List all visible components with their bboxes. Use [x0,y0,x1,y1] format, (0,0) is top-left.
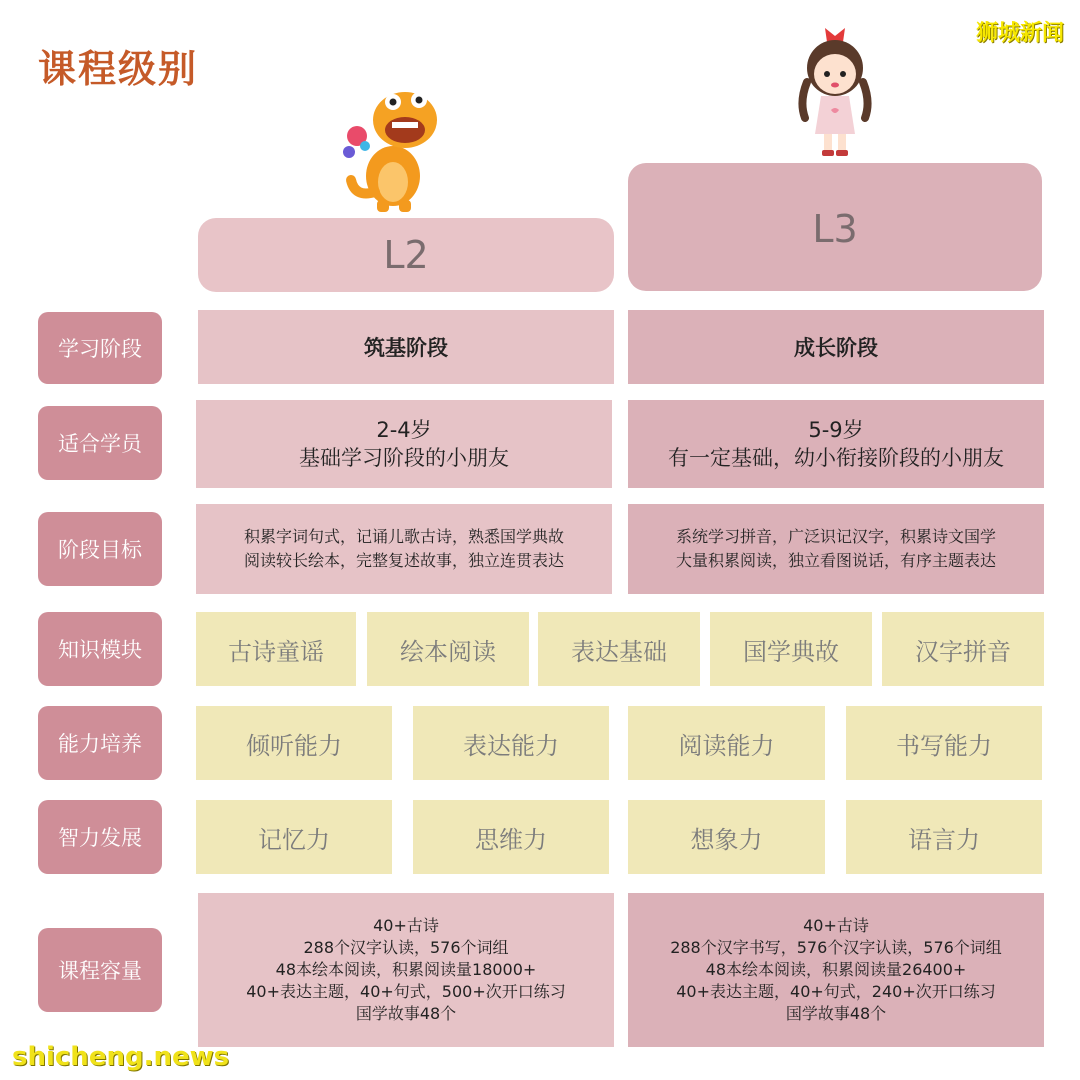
capacity-l2-line: 40+表达主题，40+句式，500+次开口练习 [246,982,566,1001]
students-l3-age: 5-9岁 [808,418,864,442]
module-chip: 汉字拼音 [882,612,1044,686]
page-title: 课程级别 [38,47,199,91]
capacity-l2-line: 40+古诗 [373,916,439,935]
stage-l2: 筑基阶段 [198,310,614,384]
intelligence-chip: 想象力 [628,800,825,874]
capacity-l3-line: 48本绘本阅读，积累阅读量26400+ [705,960,967,979]
ability-chip: 倾听能力 [196,706,392,780]
watermark-top: 狮城新闻 [975,21,1064,46]
module-chip: 绘本阅读 [367,612,529,686]
capacity-l2-line: 国学故事48个 [355,1004,457,1023]
goals-l3-line: 系统学习拼音，广泛识记汉字，积累诗文国学 [675,527,996,546]
students-l3 [628,400,1044,488]
level-header-l3: L3 [628,163,1042,291]
intelligence-chip: 记忆力 [196,800,392,874]
students-l2-desc: 基础学习阶段的小朋友 [299,446,509,470]
girl-mascot-icon [795,22,875,160]
goals-l3-line: 大量积累阅读，独立看图说话，有序主题表达 [675,551,996,570]
row-label-capacity: 课程容量 [38,928,162,1012]
capacity-l3-line: 国学故事48个 [785,1004,887,1023]
capacity-l2 [198,893,614,1047]
watermark-bottom: shicheng.news [12,1042,230,1072]
level-header-l2: L2 [198,218,614,292]
intelligence-chip: 思维力 [413,800,609,874]
students-l3-desc: 有一定基础，幼小衔接阶段的小朋友 [668,446,1004,470]
students-l2-age: 2-4岁 [376,418,432,442]
capacity-l3-line: 40+表达主题，40+句式，240+次开口练习 [676,982,996,1001]
goals-l2 [196,504,612,594]
stage-l3: 成长阶段 [628,310,1044,384]
module-chip: 国学典故 [710,612,872,686]
capacity-l2-line: 288个汉字认读，576个词组 [303,938,509,957]
row-label-students: 适合学员 [38,406,162,480]
students-l2 [196,400,612,488]
module-chip: 表达基础 [538,612,700,686]
goals-l3 [628,504,1044,594]
ability-chip: 表达能力 [413,706,609,780]
row-label-stage: 学习阶段 [38,312,162,384]
capacity-l3-line: 40+古诗 [803,916,869,935]
row-label-abilities: 能力培养 [38,706,162,780]
ability-chip: 阅读能力 [628,706,825,780]
module-chip: 古诗童谣 [196,612,356,686]
goals-l2-line: 积累字词句式，记诵儿歌古诗，熟悉国学典故 [243,527,564,546]
row-label-intelligence: 智力发展 [38,800,162,874]
row-label-goals: 阶段目标 [38,512,162,586]
capacity-l2-line: 48本绘本阅读，积累阅读量18000+ [275,960,537,979]
intelligence-chip: 语言力 [846,800,1042,874]
row-label-modules: 知识模块 [38,612,162,686]
dinosaur-mascot-icon [335,80,445,215]
ability-chip: 书写能力 [846,706,1042,780]
capacity-l3-line: 288个汉字书写，576个汉字认读，576个词组 [670,938,1002,957]
capacity-l3 [628,893,1044,1047]
goals-l2-line: 阅读较长绘本，完整复述故事，独立连贯表达 [243,551,564,570]
